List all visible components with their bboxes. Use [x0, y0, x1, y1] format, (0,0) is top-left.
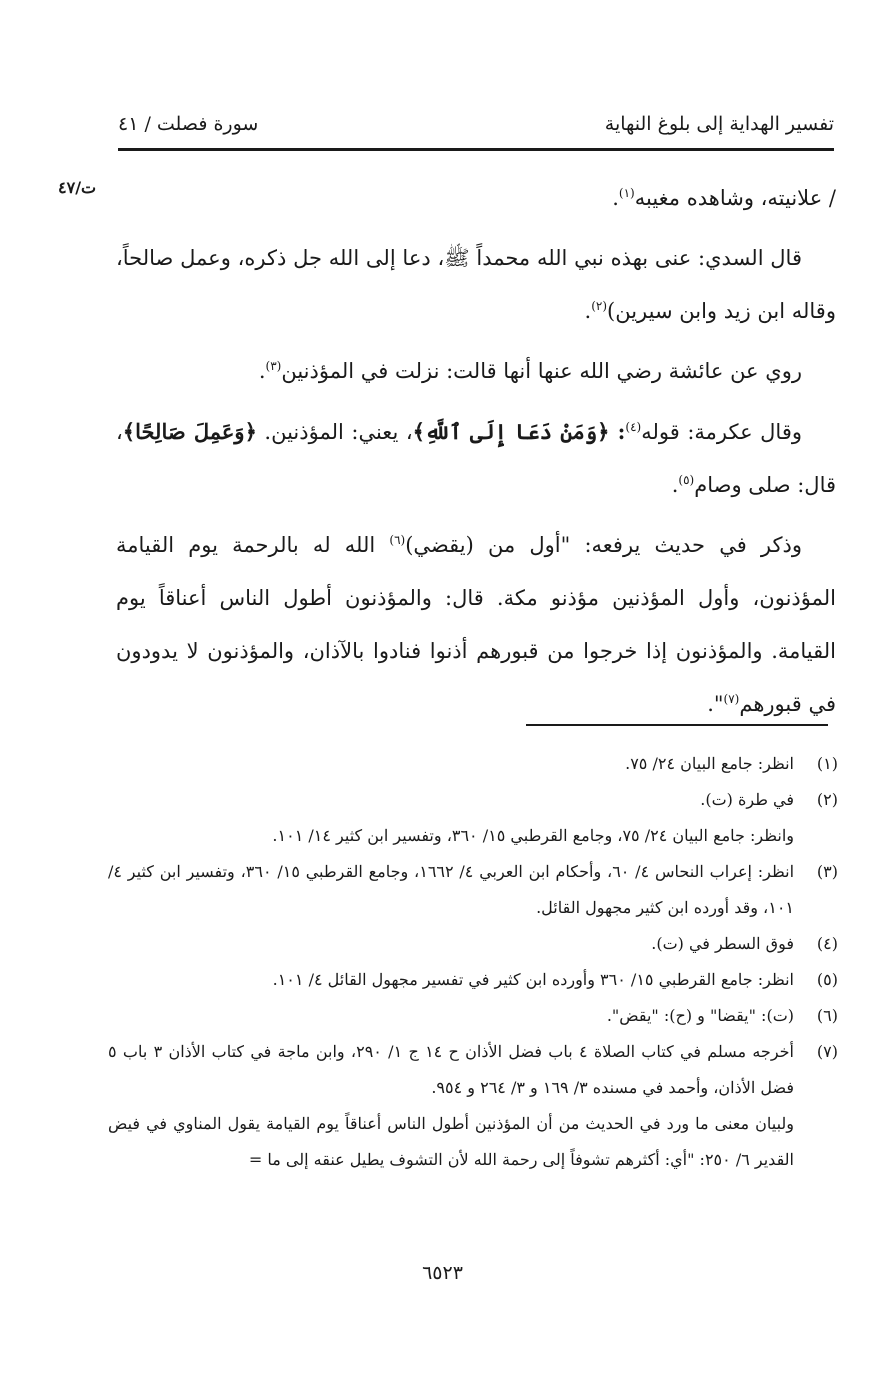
- footnote-marker: (١): [618, 186, 635, 200]
- footnote-text: أخرجه مسلم في كتاب الصلاة ٤ باب فضل الأذان ح ١٤ ج ١/ ٢٩٠، وابن ماجة في كتاب الأذان ٣ باب ٥ فضل الأذان، وأحمد في مسنده ٣/ ١٦٩ و ٣/ ٢٦٤ و ٩٥٤.: [108, 1042, 794, 1097]
- footnote-number: (٢): [816, 790, 838, 809]
- paragraph: وذكر في حديث يرفعه: "أول من (يقضي)$^{(٦)}$ الله له بالرحمة يوم القيامة المؤذنون، وأول المؤذنين مؤذنو مكة. قال: والمؤذنون أطول الناس أعناقاً يوم القيامة. والمؤذنون إذا خرجوا من قبورهم أذنوا فنادوا بالآذان، والمؤذنون لا يدودون في قبورهم$^{(٧)}$".: [116, 533, 836, 716]
- main-text: [116, 172, 836, 738]
- paragraph: روي عن عائشة رضي الله عنها أنها قالت: نزلت في المؤذنين$^{(٣)}$.: [258, 359, 802, 383]
- footnote-text: انظر: جامع البيان ٢٤/ ٧٥.: [625, 754, 794, 773]
- footnote-marker: (٢): [591, 299, 608, 313]
- footnote-marker: (٥): [678, 473, 695, 487]
- page-number: ٦٥٢٣: [422, 1262, 463, 1284]
- footnote-text: (ت): "يقضا" و (ح): "يقض".: [606, 1006, 794, 1025]
- surah-label: سورة فصلت / ٤١: [118, 113, 259, 135]
- footnote: [108, 1034, 838, 1178]
- footnote-number: (٤): [816, 934, 838, 953]
- quran-verse: ﴿وَعَمِلَ صَالِحًا﴾: [122, 419, 257, 444]
- footnote-marker: (٦): [389, 533, 406, 547]
- paragraph: قال السدي: عنى بهذه نبي الله محمداً ﷺ، دعا إلى الله جل ذكره، وعمل صالحاً، وقاله ابن زيد وابن سيرين)$^{(٢)}$.: [116, 246, 836, 323]
- running-header: [118, 104, 834, 144]
- footnote: [108, 854, 838, 926]
- paragraph: وقال عكرمة: قوله$^{(٤)}$: ﴿وَمَنْ دَعَا إِلَى ٱللَّهِ﴾، يعني: المؤذنين. ﴿وَعَمِلَ صَالِحًا﴾، قال: صلى وصام$^{(٥)}$.: [116, 419, 836, 497]
- footnote-number: (١): [816, 754, 838, 773]
- footnote-text: وانظر: جامع البيان ٢٤/ ٧٥، وجامع القرطبي ١٥/ ٣٦٠، وتفسير ابن كثير ١٤/ ١٠١.: [272, 826, 794, 845]
- footnote-number: (٣): [816, 862, 838, 881]
- footnote: [108, 998, 838, 1034]
- footnote-text: انظر: جامع القرطبي ١٥/ ٣٦٠ وأورده ابن كثير في تفسير مجهول القائل ٤/ ١٠١.: [272, 970, 794, 989]
- footnote-marker: (٧): [723, 692, 740, 706]
- footnote: [108, 926, 838, 962]
- quran-verse: : ﴿وَمَنْ دَعَا إِلَى ٱللَّهِ﴾: [412, 419, 626, 444]
- paragraph: / علانيته، وشاهده مغيبه$^{(١)}$.: [612, 186, 836, 210]
- footnote-number: (٦): [816, 1006, 838, 1025]
- footnote: [108, 746, 838, 782]
- footnote-number: (٧): [816, 1042, 838, 1061]
- footnote-number: (٥): [816, 970, 838, 989]
- footnotes: [108, 746, 838, 1178]
- footnote-text: ولبيان معنى ما ورد في الحديث من أن المؤذنين أطول الناس أعناقاً يوم القيامة يقول المناوي في فيض القدير ٦/ ٢٥٠: "أي: أكثرهم تشوفاً إلى رحمة الله لأن التشوف يطيل عنقه إلى ما =: [108, 1114, 794, 1169]
- footnote-separator: [526, 724, 828, 726]
- footnote-text: انظر: إعراب النحاس ٤/ ٦٠، وأحكام ابن العربي ٤/ ١٦٦٢، وجامع القرطبي ١٥/ ٣٦٠، وتفسير ابن كثير ٤/ ١٠١، وقد أورده ابن كثير مجهول القائل.: [108, 862, 795, 917]
- footnote-marker: (٣): [265, 359, 282, 373]
- footnote-text: فوق السطر في (ت).: [651, 934, 794, 953]
- book-title: تفسير الهداية إلى بلوغ النهاية: [604, 113, 834, 135]
- footnote: [108, 962, 838, 998]
- footnote-marker: (٤): [625, 420, 642, 434]
- footnote-text: في طرة (ت).: [700, 790, 794, 809]
- header-rule: [118, 148, 834, 151]
- footnote: [108, 782, 838, 854]
- manuscript-folio-marker: ت/٤٧: [58, 178, 97, 197]
